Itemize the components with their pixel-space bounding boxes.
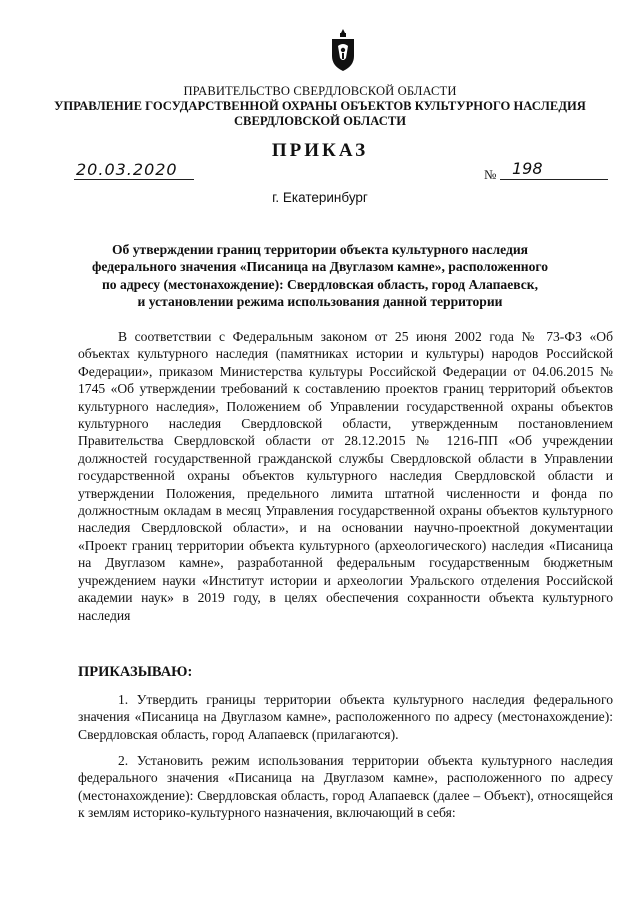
subject-line-2: федерального значения «Писаница на Двуглазом камне», расположенного [91,259,549,275]
date-underline [74,179,194,180]
order-word: ПРИКАЗЫВАЮ: [78,664,193,680]
document-type: ПРИКАЗ [271,140,369,161]
order-item-1: 1. Утвердить границы территории объекта культурного наследия федерального значения «Писаница на Двуглазом камне», расположенного по адресу (местонахождение): Свердловская область, город Алапаевск (прилагаются). [78,692,613,742]
government-name: ПРАВИТЕЛЬСТВО СВЕРДЛОВСКОЙ ОБЛАСТИ [183,84,457,98]
order-date: 20.03.2020 [76,160,178,179]
department-line-2: СВЕРДЛОВСКОЙ ОБЛАСТИ [233,114,407,128]
city: г. Екатеринбург [272,190,368,205]
order-number-label: № [484,167,497,182]
subject-line-3: по адресу (местонахождение): Свердловская область, город Алапаевск, [101,276,539,292]
department-name [0,99,640,129]
order-item-2: 2. Установить режим использования территории объекта культурного наследия федерального значения «Писаница на Двуглазом камне», расположенного по адресу (местонахождение): Свердловская область, город Алапаевск (далее – Объект), относящейся к землям историко-культурного назначения, включающий в себя: [78,753,613,821]
subject-line-1: Об утверждении границ территории объекта культурного наследия [111,242,529,257]
subject-line-4: и установлении режима использования данной территории [137,294,503,310]
preamble-paragraph: В соответствии с Федеральным законом от 25 июня 2002 года № 73-ФЗ «Об объектах культурного наследия (памятниках истории и культуры) народов Российской Федерации», приказом Министерства культуры Российской Федерации от 04.06.2015 № 1745 «Об утверждении требований к составлению проектов границ территорий объектов культурного наследия», Положением об Управлении государственной охраны объектов культурного наследия Свердловской области, утвержденным постановлением Правительства Свердловской области от 28.12.2015 № 1216-ПП «Об учреждении должностей государственной гражданской службы Свердловской области в Управлении государственной охраны объектов культурного наследия Свердловской области и утверждении Положения, предельного лимита штатной численности и фонда по должностным окладам в месяц Управления государственной охраны объектов культурного наследия Свердловской области», и на основании научно-проектной документации «Проект границ территории объекта культурного (археологического) наследия «Писаница на Двуглазом камне», разработанной федеральным государственным бюджетным учреждением науки «Институт истории и археологии Уральского отделения Российской академии наук» в 2019 году, в целях обеспечения сохранности объекта культурного наследия [78,329,613,623]
order-number: 198 [512,159,543,178]
coat-of-arms-icon [329,28,357,72]
department-line-1: УПРАВЛЕНИЕ ГОСУДАРСТВЕННОЙ ОХРАНЫ ОБЪЕКТОВ КУЛЬТУРНОГО НАСЛЕДИЯ [54,99,586,113]
order-subject [70,241,570,311]
number-underline [500,179,608,180]
